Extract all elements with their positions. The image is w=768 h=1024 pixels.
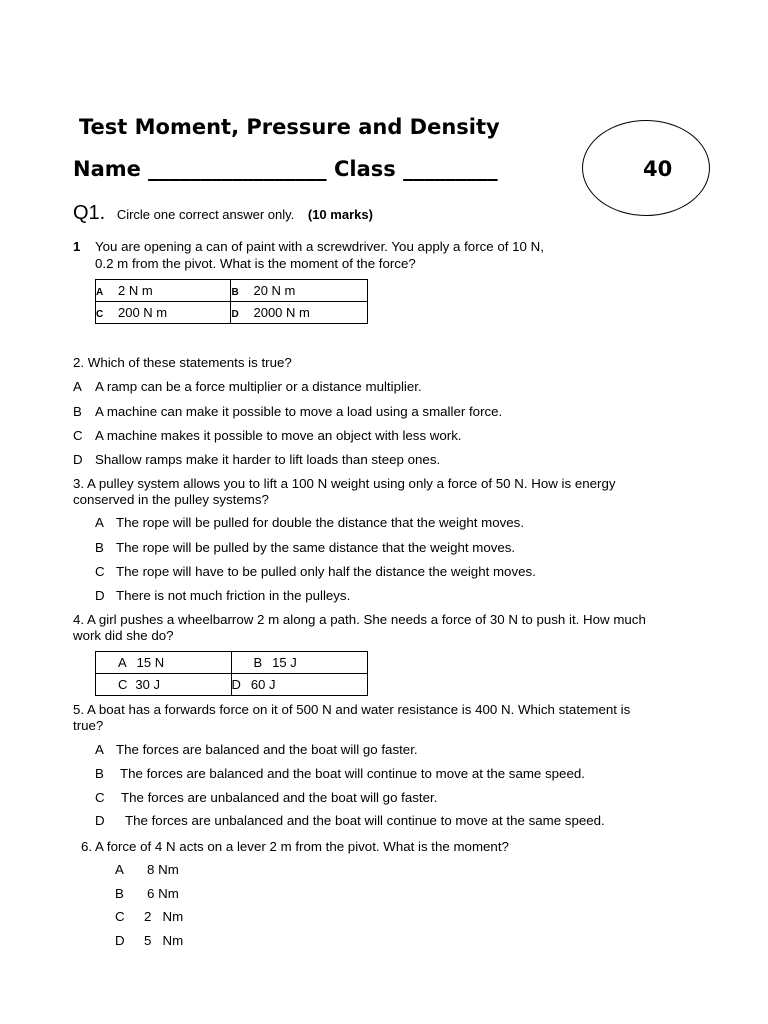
question-2-text: 2. Which of these statements is true?	[73, 355, 292, 370]
option-text: The forces are balanced and the boat will go faster.	[116, 742, 418, 757]
option-letter: A	[96, 287, 104, 298]
option-text: The rope will have to be pulled only half the distance the weight moves.	[116, 564, 536, 579]
table-row	[96, 674, 368, 696]
option-text: 20 N m	[253, 283, 296, 298]
option-letter: D	[73, 452, 83, 467]
option-b-cell[interactable]	[231, 280, 368, 302]
option-letter: C	[95, 564, 105, 579]
total-score: 40	[643, 157, 673, 181]
question-6-option-d[interactable]	[115, 932, 184, 949]
option-letter: D	[95, 813, 105, 828]
option-text: 2000 N m	[253, 305, 310, 320]
question-5-line-2: true?	[73, 718, 104, 733]
page-title: Test Moment, Pressure and Density	[79, 115, 500, 139]
question-5-option-c[interactable]	[95, 789, 438, 806]
section-header	[73, 202, 373, 225]
question-1-line-2: 0.2 m from the pivot. What is the moment of the force?	[95, 256, 416, 271]
option-letter: A	[73, 379, 82, 394]
section-label: Q1.	[73, 202, 106, 224]
option-letter: A	[115, 862, 124, 877]
option-text: The rope will be pulled for double the distance that the weight moves.	[116, 515, 525, 530]
option-letter: C	[96, 309, 104, 320]
option-text: 6 Nm	[147, 886, 179, 901]
option-text: A machine makes it possible to move an object with less work.	[95, 428, 462, 443]
question-3-line-2: conserved in the pulley systems?	[73, 492, 269, 507]
option-text: The forces are unbalanced and the boat will go faster.	[121, 790, 438, 805]
question-2-option-d[interactable]	[73, 451, 441, 468]
option-letter: B	[231, 287, 239, 298]
table-row	[96, 652, 368, 674]
option-letter: A	[95, 515, 104, 530]
option-c-cell[interactable]	[96, 674, 232, 696]
option-text: 5 Nm	[144, 933, 184, 948]
option-letter: B	[95, 540, 104, 555]
option-text: A machine can make it possible to move a load using a smaller force.	[95, 404, 503, 419]
question-5-option-a[interactable]	[95, 741, 418, 758]
option-letter: C	[118, 677, 128, 692]
question-5-option-d[interactable]	[95, 812, 605, 829]
option-letter: B	[95, 766, 104, 781]
option-d-cell[interactable]	[231, 674, 368, 696]
option-text: The forces are unbalanced and the boat will continue to move at the same speed.	[125, 813, 605, 828]
option-letter: D	[231, 677, 241, 692]
question-5-line-1: 5. A boat has a forwards force on it of 500 N and water resistance is 400 N. Which statement is	[73, 702, 631, 717]
option-text: 60 J	[250, 677, 276, 692]
question-3-line-1: 3. A pulley system allows you to lift a 100 N weight using only a force of 50 N. How is energy	[73, 476, 616, 491]
option-letter: D	[115, 933, 125, 948]
question-5-option-b[interactable]	[95, 765, 585, 782]
option-a-cell[interactable]	[96, 280, 231, 302]
option-letter: D	[95, 588, 105, 603]
question-2-option-b[interactable]	[73, 403, 503, 420]
option-letter: B	[115, 886, 124, 901]
option-text: 2 N m	[118, 283, 153, 298]
question-4-answer-table	[95, 651, 368, 696]
option-letter: A	[118, 655, 127, 670]
question-6-option-c[interactable]	[115, 908, 184, 925]
question-3-option-c[interactable]	[95, 563, 536, 580]
question-2-option-c[interactable]	[73, 427, 462, 444]
question-6-text: 6. A force of 4 N acts on a lever 2 m from the pivot. What is the moment?	[81, 839, 509, 854]
question-6-option-a[interactable]	[115, 861, 179, 878]
section-marks: (10 marks)	[307, 207, 373, 222]
option-text: The rope will be pulled by the same distance that the weight moves.	[116, 540, 516, 555]
option-letter: C	[115, 909, 125, 924]
option-c-cell[interactable]	[96, 302, 231, 324]
option-text: 200 N m	[118, 305, 168, 320]
question-1-line-1: You are opening a can of paint with a screwdriver. You apply a force of 10 N,	[95, 239, 544, 254]
question-1-number: 1	[73, 239, 81, 254]
option-text: There is not much friction in the pulleys.	[116, 588, 351, 603]
option-text: A ramp can be a force multiplier or a distance multiplier.	[95, 379, 422, 394]
option-text: 30 J	[135, 677, 160, 692]
question-3-option-a[interactable]	[95, 514, 525, 531]
option-text: 2 Nm	[144, 909, 184, 924]
question-3-option-d[interactable]	[95, 587, 351, 604]
option-letter: B	[253, 655, 263, 670]
option-text: 15 J	[272, 655, 297, 670]
name-class-line: Name _________________ Class _________	[73, 157, 498, 181]
question-3-option-b[interactable]	[95, 539, 516, 556]
table-row	[96, 302, 368, 324]
option-letter: A	[95, 742, 104, 757]
question-4-line-1: 4. A girl pushes a wheelbarrow 2 m along a path. She needs a force of 30 N to push it. How much	[73, 612, 646, 627]
option-d-cell[interactable]	[231, 302, 368, 324]
question-1-answer-table	[95, 279, 368, 324]
option-letter: C	[95, 790, 105, 805]
question-2-option-a[interactable]	[73, 378, 422, 395]
option-b-cell[interactable]	[231, 652, 368, 674]
question-4-line-2: work did she do?	[73, 628, 174, 643]
option-letter: C	[73, 428, 83, 443]
option-text: 8 Nm	[147, 862, 179, 877]
option-text: The forces are balanced and the boat will continue to move at the same speed.	[120, 766, 585, 781]
section-instruction: Circle one correct answer only.	[116, 207, 295, 222]
table-row	[96, 280, 368, 302]
option-text: 15 N	[136, 655, 165, 670]
option-letter: B	[73, 404, 82, 419]
question-6-option-b[interactable]	[115, 885, 179, 902]
option-letter: D	[231, 309, 239, 320]
option-a-cell[interactable]	[96, 652, 232, 674]
option-text: Shallow ramps make it harder to lift loads than steep ones.	[95, 452, 441, 467]
